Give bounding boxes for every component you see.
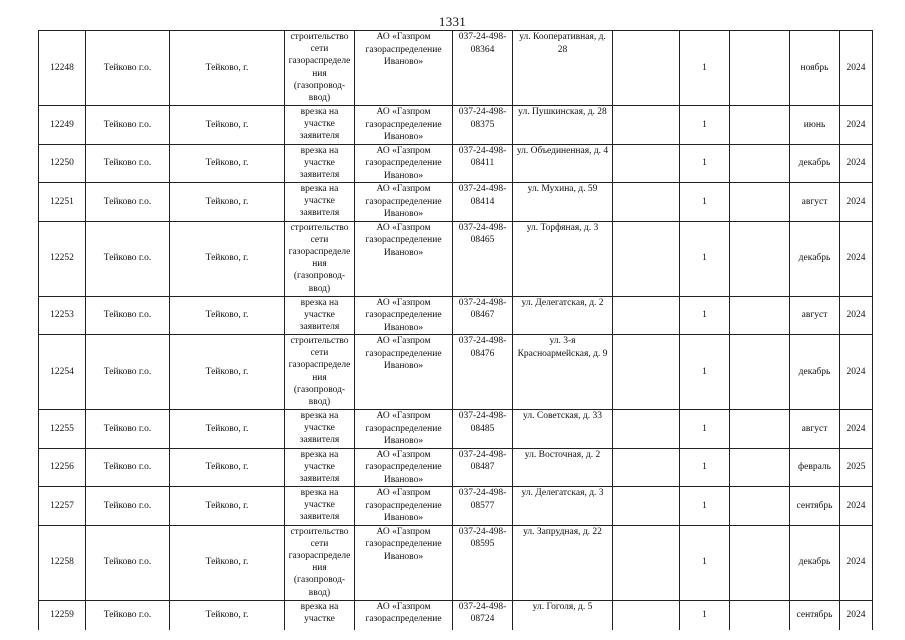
settlement-cell: Тейково, г. (170, 31, 285, 106)
row-id: 12249 (39, 106, 86, 145)
work-type-cell: врезка на участке заявителя (285, 448, 355, 487)
page-number: 1331 (438, 14, 467, 29)
row-id: 12248 (39, 31, 86, 106)
municipality-cell: Тейково г.о. (86, 296, 170, 335)
quantity-cell: 1 (680, 525, 730, 600)
empty-cell (613, 487, 680, 526)
empty-cell (730, 144, 790, 183)
empty-cell (613, 335, 680, 410)
year-cell: 2024 (840, 410, 873, 449)
quantity-cell: 1 (680, 221, 730, 296)
settlement-cell: Тейково, г. (170, 106, 285, 145)
work-type-cell: врезка на участке заявителя (285, 410, 355, 449)
row-id: 12254 (39, 335, 86, 410)
work-type-cell: строительство сети газораспределения (газопровод-ввод) (285, 221, 355, 296)
year-cell: 2024 (840, 221, 873, 296)
row-id: 12253 (39, 296, 86, 335)
address-cell: ул. Делегатская, д. 3 (513, 487, 613, 526)
municipality-cell: Тейково г.о. (86, 335, 170, 410)
quantity-cell: 1 (680, 600, 730, 630)
empty-cell (613, 183, 680, 222)
year-cell: 2024 (840, 31, 873, 106)
table-row (39, 525, 873, 600)
empty-cell (613, 410, 680, 449)
quantity-cell: 1 (680, 296, 730, 335)
municipality-cell: Тейково г.о. (86, 144, 170, 183)
empty-cell (613, 31, 680, 106)
municipality-cell: Тейково г.о. (86, 106, 170, 145)
work-type-cell: врезка на участке заявителя (285, 106, 355, 145)
work-type-cell: врезка на участке (285, 600, 355, 630)
address-cell: ул. Гоголя, д. 5 (513, 600, 613, 630)
empty-cell (730, 487, 790, 526)
month-cell: декабрь (790, 144, 840, 183)
code-cell: 037-24-498-08364 (453, 31, 513, 106)
row-id: 12250 (39, 144, 86, 183)
code-cell: 037-24-498-08411 (453, 144, 513, 183)
address-cell: ул. Мухина, д. 59 (513, 183, 613, 222)
empty-cell (613, 296, 680, 335)
settlement-cell: Тейково, г. (170, 600, 285, 630)
table-row (39, 448, 873, 487)
quantity-cell: 1 (680, 183, 730, 222)
empty-cell (730, 106, 790, 145)
row-id: 12258 (39, 525, 86, 600)
empty-cell (730, 448, 790, 487)
empty-cell (613, 525, 680, 600)
table-body (39, 31, 873, 631)
organization-cell: АО «Газпром газораспределение (355, 600, 453, 630)
organization-cell: АО «Газпром газораспределение Иваново» (355, 183, 453, 222)
table-row (39, 31, 873, 106)
month-cell: декабрь (790, 525, 840, 600)
settlement-cell: Тейково, г. (170, 410, 285, 449)
work-type-cell: строительство сети газораспределения (газопровод-ввод) (285, 31, 355, 106)
row-id: 12257 (39, 487, 86, 526)
empty-cell (613, 144, 680, 183)
year-cell: 2024 (840, 144, 873, 183)
row-id: 12259 (39, 600, 86, 630)
work-type-cell: врезка на участке заявителя (285, 183, 355, 222)
data-table-container (38, 30, 872, 624)
work-type-cell: строительство сети газораспределения (газопровод-ввод) (285, 525, 355, 600)
data-table (38, 30, 873, 630)
month-cell: сентябрь (790, 487, 840, 526)
address-cell: ул. Объединенная, д. 4 (513, 144, 613, 183)
month-cell: август (790, 410, 840, 449)
organization-cell: АО «Газпром газораспределение Иваново» (355, 31, 453, 106)
table-row (39, 335, 873, 410)
work-type-cell: строительство сети газораспределения (газопровод-ввод) (285, 335, 355, 410)
organization-cell: АО «Газпром газораспределение Иваново» (355, 296, 453, 335)
row-id: 12256 (39, 448, 86, 487)
quantity-cell: 1 (680, 31, 730, 106)
year-cell: 2024 (840, 487, 873, 526)
quantity-cell: 1 (680, 448, 730, 487)
empty-cell (613, 448, 680, 487)
address-cell: ул. Кооперативная, д. 28 (513, 31, 613, 106)
month-cell: февраль (790, 448, 840, 487)
municipality-cell: Тейково г.о. (86, 221, 170, 296)
municipality-cell: Тейково г.о. (86, 183, 170, 222)
code-cell: 037-24-498-08476 (453, 335, 513, 410)
organization-cell: АО «Газпром газораспределение Иваново» (355, 144, 453, 183)
address-cell: ул. Советская, д. 33 (513, 410, 613, 449)
settlement-cell: Тейково, г. (170, 525, 285, 600)
month-cell: декабрь (790, 221, 840, 296)
code-cell: 037-24-498-08465 (453, 221, 513, 296)
year-cell: 2024 (840, 296, 873, 335)
settlement-cell: Тейково, г. (170, 448, 285, 487)
address-cell: ул. Запрудная, д. 22 (513, 525, 613, 600)
code-cell: 037-24-498-08375 (453, 106, 513, 145)
settlement-cell: Тейково, г. (170, 221, 285, 296)
empty-cell (730, 31, 790, 106)
work-type-cell: врезка на участке заявителя (285, 296, 355, 335)
table-row (39, 410, 873, 449)
municipality-cell: Тейково г.о. (86, 600, 170, 630)
year-cell: 2024 (840, 600, 873, 630)
address-cell: ул. Пушкинская, д. 28 (513, 106, 613, 145)
organization-cell: АО «Газпром газораспределение Иваново» (355, 448, 453, 487)
month-cell: сентябрь (790, 600, 840, 630)
code-cell: 037-24-498-08577 (453, 487, 513, 526)
empty-cell (730, 183, 790, 222)
settlement-cell: Тейково, г. (170, 335, 285, 410)
municipality-cell: Тейково г.о. (86, 410, 170, 449)
code-cell: 037-24-498-08467 (453, 296, 513, 335)
address-cell: ул. 3-я Красноармейская, д. 9 (513, 335, 613, 410)
work-type-cell: врезка на участке заявителя (285, 487, 355, 526)
month-cell: август (790, 183, 840, 222)
settlement-cell: Тейково, г. (170, 487, 285, 526)
month-cell: август (790, 296, 840, 335)
settlement-cell: Тейково, г. (170, 183, 285, 222)
municipality-cell: Тейково г.о. (86, 525, 170, 600)
table-row (39, 221, 873, 296)
code-cell: 037-24-498-08487 (453, 448, 513, 487)
municipality-cell: Тейково г.о. (86, 448, 170, 487)
settlement-cell: Тейково, г. (170, 296, 285, 335)
year-cell: 2024 (840, 106, 873, 145)
organization-cell: АО «Газпром газораспределение Иваново» (355, 410, 453, 449)
address-cell: ул. Делегатская, д. 2 (513, 296, 613, 335)
organization-cell: АО «Газпром газораспределение Иваново» (355, 487, 453, 526)
table-row (39, 144, 873, 183)
empty-cell (730, 525, 790, 600)
work-type-cell: врезка на участке заявителя (285, 144, 355, 183)
year-cell: 2024 (840, 183, 873, 222)
organization-cell: АО «Газпром газораспределение Иваново» (355, 106, 453, 145)
table-row (39, 106, 873, 145)
table-row (39, 296, 873, 335)
empty-cell (730, 221, 790, 296)
empty-cell (613, 106, 680, 145)
year-cell: 2024 (840, 335, 873, 410)
municipality-cell: Тейково г.о. (86, 487, 170, 526)
code-cell: 037-24-498-08724 (453, 600, 513, 630)
empty-cell (613, 600, 680, 630)
quantity-cell: 1 (680, 487, 730, 526)
address-cell: ул. Торфяная, д. 3 (513, 221, 613, 296)
month-cell: июнь (790, 106, 840, 145)
row-id: 12252 (39, 221, 86, 296)
empty-cell (730, 335, 790, 410)
empty-cell (730, 296, 790, 335)
table-row (39, 487, 873, 526)
empty-cell (730, 410, 790, 449)
quantity-cell: 1 (680, 144, 730, 183)
empty-cell (730, 600, 790, 630)
organization-cell: АО «Газпром газораспределение Иваново» (355, 335, 453, 410)
code-cell: 037-24-498-08485 (453, 410, 513, 449)
organization-cell: АО «Газпром газораспределение Иваново» (355, 221, 453, 296)
organization-cell: АО «Газпром газораспределение Иваново» (355, 525, 453, 600)
empty-cell (613, 221, 680, 296)
municipality-cell: Тейково г.о. (86, 31, 170, 106)
code-cell: 037-24-498-08595 (453, 525, 513, 600)
table-row (39, 600, 873, 630)
quantity-cell: 1 (680, 335, 730, 410)
year-cell: 2024 (840, 525, 873, 600)
row-id: 12251 (39, 183, 86, 222)
settlement-cell: Тейково, г. (170, 144, 285, 183)
row-id: 12255 (39, 410, 86, 449)
code-cell: 037-24-498-08414 (453, 183, 513, 222)
month-cell: ноябрь (790, 31, 840, 106)
table-row (39, 183, 873, 222)
address-cell: ул. Восточная, д. 2 (513, 448, 613, 487)
month-cell: декабрь (790, 335, 840, 410)
quantity-cell: 1 (680, 410, 730, 449)
year-cell: 2025 (840, 448, 873, 487)
quantity-cell: 1 (680, 106, 730, 145)
